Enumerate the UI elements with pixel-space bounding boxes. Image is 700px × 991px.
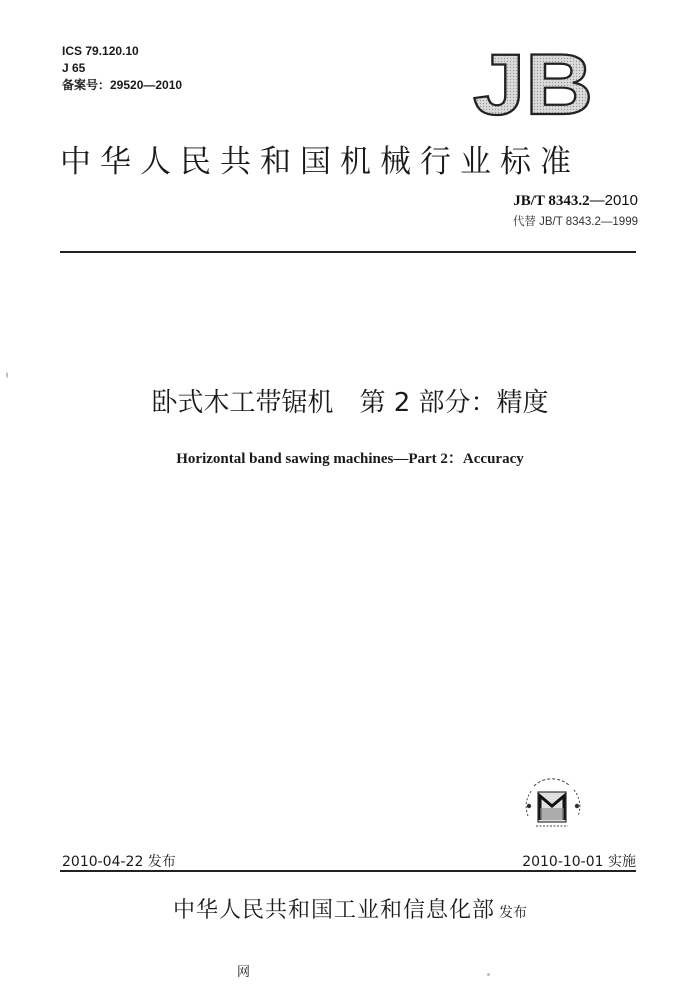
scan-speck [487, 973, 490, 976]
standard-number-block [513, 192, 638, 229]
filing-number: 备案号：29520—2010 [62, 78, 183, 92]
implementation-date: 2010-10-01 实施 [522, 854, 636, 870]
issuer-line [0, 893, 700, 924]
ics-code: ICS 79.120.10 [62, 44, 139, 58]
standard-code [513, 192, 638, 210]
document-title-en: Horizontal band sawing machines—Part 2：Accuracy [176, 451, 524, 467]
svg-text:JB: JB [473, 48, 593, 120]
issue-date: 2010-04-22 发布 [62, 854, 176, 870]
issue-action: 发布 [499, 905, 527, 921]
ccs-code: J 65 [62, 61, 86, 75]
header-divider [60, 251, 636, 253]
footer-divider [60, 870, 636, 872]
classification-block [62, 43, 182, 94]
scan-speck [6, 372, 8, 378]
document-title-cn [0, 382, 700, 419]
standard-type-heading: 中华人民共和国机械行业标准 [60, 144, 580, 180]
standard-year: —2010 [589, 192, 638, 209]
standard-code-text: JB/T 8343.2 [513, 193, 590, 209]
jb-logo [470, 48, 596, 120]
title-cn-part2: 第 2 部分：精度 [359, 388, 549, 418]
publisher-seal [520, 776, 584, 838]
issuing-authority: 中华人民共和国工业和信息化部 [172, 898, 495, 923]
replaces-note: 代替 JB/T 8343.2—1999 [512, 216, 638, 228]
title-cn-part1: 卧式木工带锯机 [151, 388, 334, 418]
footer-mark: 网 [237, 965, 251, 980]
